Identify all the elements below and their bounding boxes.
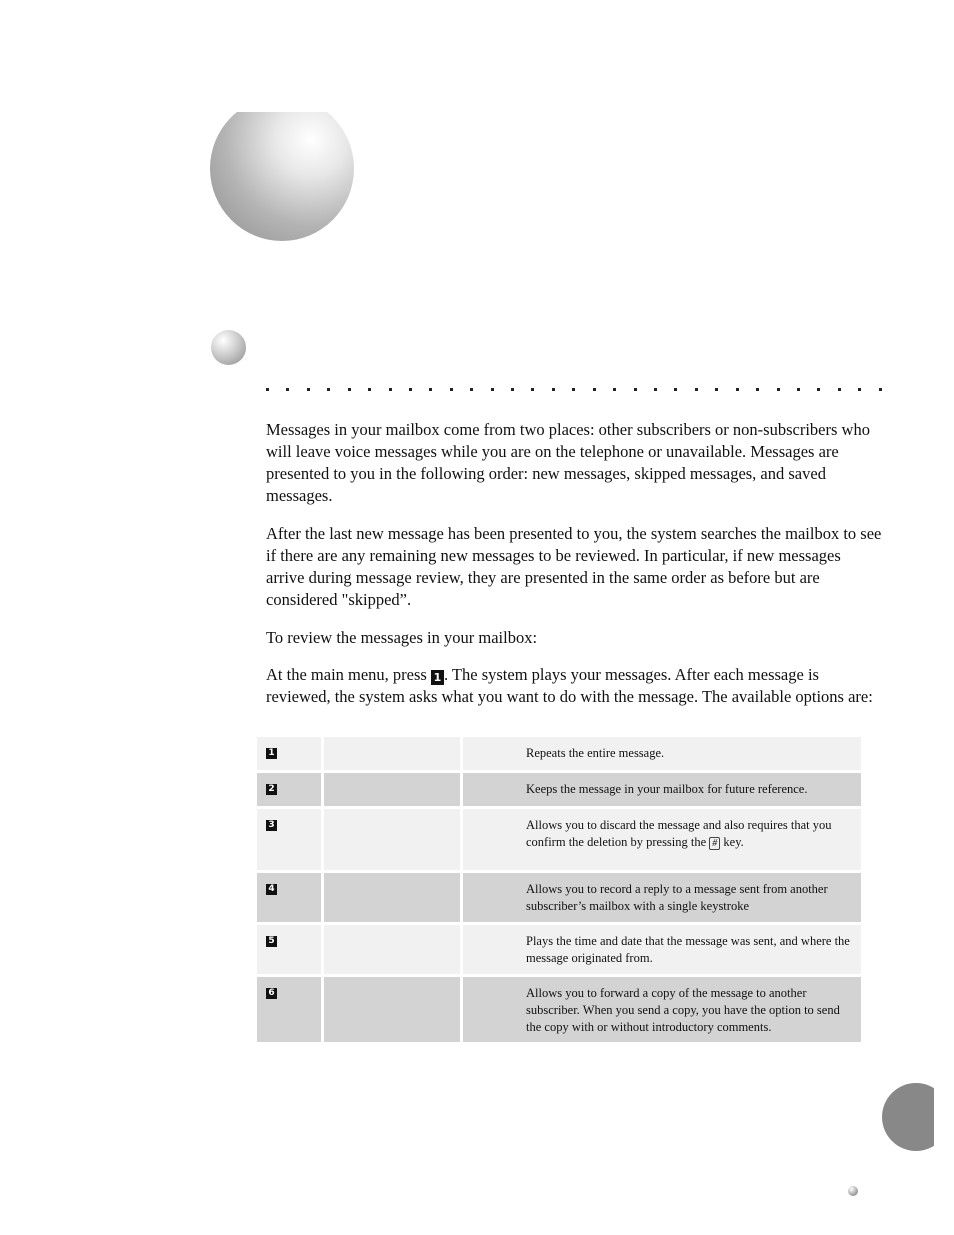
key-1-icon: 1 [266, 748, 277, 759]
option-row [257, 925, 861, 974]
option-description [463, 809, 861, 870]
main-menu-instruction [266, 664, 882, 708]
option-description: Plays the time and date that the message was sent, and where the message originated from. [463, 925, 861, 974]
option-name-cell [324, 977, 463, 1042]
option-name-cell [324, 925, 463, 974]
intro-paragraph: Messages in your mailbox come from two places: other subscribers or non-subscribers who will leave voice messages while you are on the telephone or unavailable. Messages are presented to you in the following order: new messages, skipped messages, and saved messages. [266, 420, 870, 505]
option-row [257, 773, 861, 806]
search-paragraph: After the last new message has been presented to you, the system searches the mailbox to see if there are any remaining new messages to be reviewed. In particular, if new messages arrive during message review, they are presented in the same order as before but are considered "skipped”. [266, 524, 882, 609]
key-1-icon: 1 [431, 670, 444, 685]
key-2-icon: 2 [266, 784, 277, 795]
option-description: Repeats the entire message. [463, 737, 861, 770]
option-name-cell [324, 809, 463, 870]
options-table [257, 734, 861, 1045]
option-description: Keeps the message in your mailbox for future reference. [463, 773, 861, 806]
option-description-text: key. [720, 835, 744, 849]
option-name-cell [324, 873, 463, 922]
key-4-icon: 4 [266, 884, 277, 895]
option-row [257, 977, 861, 1042]
chapter-ball-graphic [210, 112, 354, 241]
option-name-cell [324, 773, 463, 806]
footer-ball-graphic [848, 1186, 858, 1196]
dotted-divider [266, 383, 882, 395]
option-row [257, 873, 861, 922]
instruction-text-before: At the main menu, press [266, 665, 431, 684]
hash-key-icon: # [709, 837, 720, 850]
option-description-text: Allows you to discard the message and also requires that you confirm the deletion by pressing the [526, 818, 832, 849]
instruction-text-after: . The system plays your messages. After each message is reviewed, the system asks what you want to do with the message. The available options are: [266, 665, 873, 706]
key-3-icon: 3 [266, 820, 277, 831]
section-ball-graphic [211, 330, 246, 365]
option-row [257, 809, 861, 870]
option-name-cell [324, 737, 463, 770]
option-description: Allows you to forward a copy of the message to another subscriber. When you send a copy, you have the option to send the copy with or without introductory comments. [463, 977, 861, 1042]
option-row [257, 737, 861, 770]
option-description: Allows you to record a reply to a message sent from another subscriber’s mailbox with a single keystroke [463, 873, 861, 922]
review-instruction: To review the messages in your mailbox: [266, 628, 538, 647]
key-6-icon: 6 [266, 988, 277, 999]
key-5-icon: 5 [266, 936, 277, 947]
